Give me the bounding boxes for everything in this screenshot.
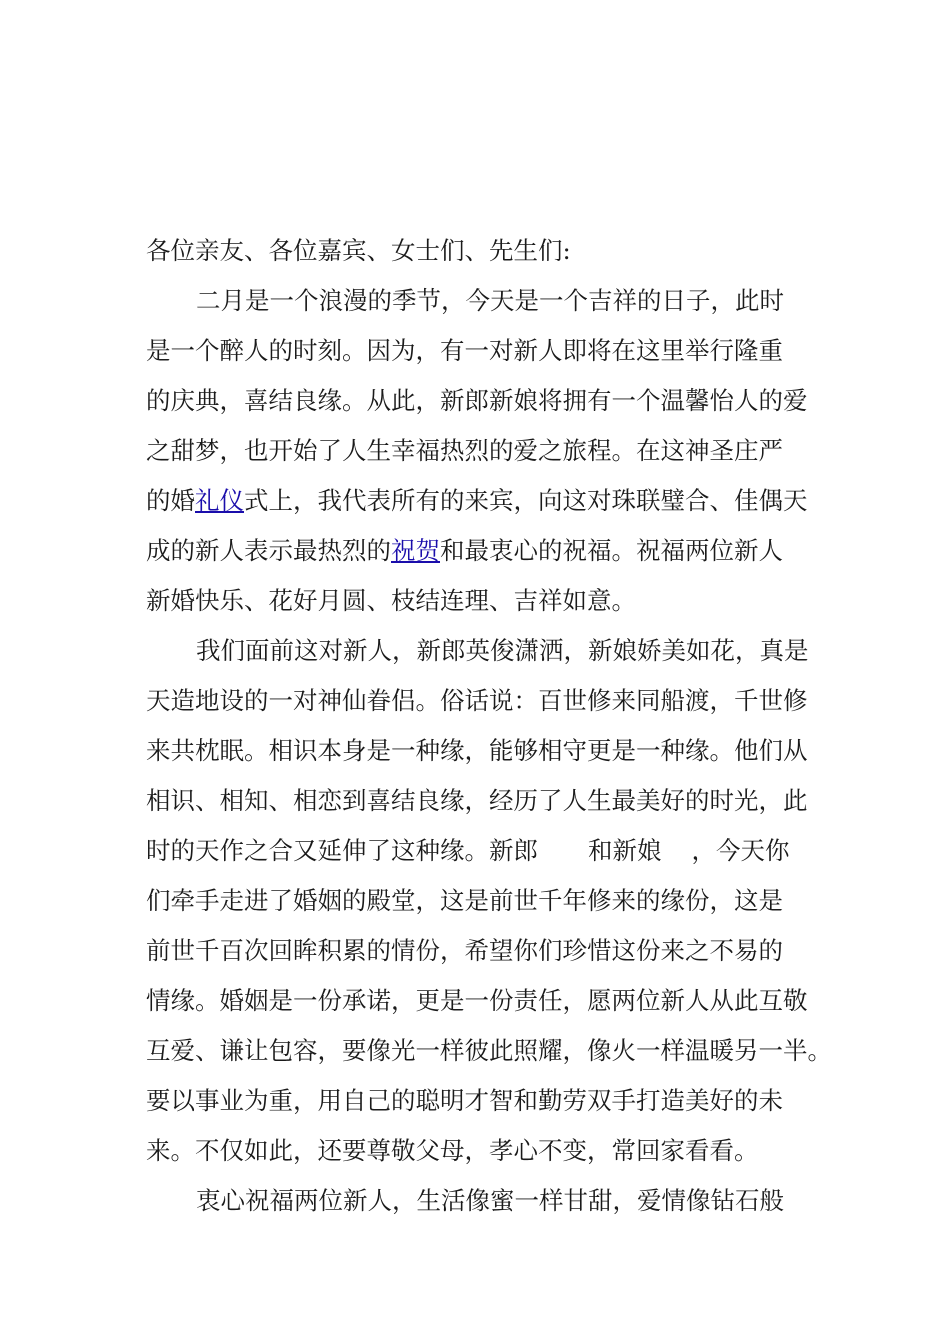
text-segment: 的婚 [146,486,195,515]
paragraph-line: 我们面前这对新人，新郎英俊潇洒，新娘娇美如花，真是 [196,636,809,665]
text-segment: 式上，我代表所有的来宾，向这对珠联璧合、佳偶天 [244,486,808,515]
paragraph-line: 新婚快乐、花好月圆、枝结连理、吉祥如意。 [146,586,636,615]
text-segment: 和最衷心的祝福。祝福两位新人 [440,536,783,565]
paragraph-line: 要以事业为重，用自己的聪明才智和勤劳双手打造美好的未 [146,1086,783,1115]
paragraph-line [146,476,814,526]
paragraph-line: 衷心祝福两位新人，生活像蜜一样甘甜，爱情像钻石般 [196,1186,784,1215]
document-body [146,226,832,1226]
text-segment: 和新娘 [588,836,662,865]
paragraph-blessing [146,1176,814,1226]
paragraph-line: 来共枕眠。相识本身是一种缘，能够相守更是一种缘。他们从 [146,736,808,765]
paragraph-line [146,826,814,876]
text-segment: 成的新人表示最热烈的 [146,536,391,565]
paragraph-line: 互爱、谦让包容，要像光一样彼此照耀，像火一样温暖另一半。 [146,1036,832,1065]
paragraph-couple [146,626,832,1176]
link-congratulations[interactable]: 祝贺 [391,536,440,565]
link-ceremony[interactable]: 礼仪 [195,486,244,515]
paragraph-line: 的庆典，喜结良缘。从此，新郎新娘将拥有一个温馨怡人的爱 [146,386,808,415]
paragraph-line [146,526,814,576]
text-segment: 时的天作之合又延伸了这种缘。新郎 [146,836,538,865]
paragraph-line: 来。不仅如此，还要尊敬父母，孝心不变，常回家看看。 [146,1136,759,1165]
salutation: 各位亲友、各位嘉宾、女士们、先生们: [146,236,571,265]
paragraph-line: 前世千百次回眸积累的情份，希望你们珍惜这份来之不易的 [146,936,783,965]
paragraph-line: 情缘。婚姻是一份承诺，更是一份责任，愿两位新人从此互敬 [146,986,808,1015]
paragraph-line: 是一个醉人的时刻。因为，有一对新人即将在这里举行隆重 [146,336,783,365]
paragraph-opening [146,276,814,626]
paragraph-line: 相识、相知、相恋到喜结良缘，经历了人生最美好的时光，此 [146,786,808,815]
paragraph-line: 二月是一个浪漫的季节，今天是一个吉祥的日子，此时 [196,286,784,315]
paragraph-line: 们牵手走进了婚姻的殿堂，这是前世千年修来的缘份，这是 [146,886,783,915]
paragraph-line: 之甜梦，也开始了人生幸福热烈的爱之旅程。在这神圣庄严 [146,436,783,465]
paragraph-line: 天造地设的一对神仙眷侣。俗话说：百世修来同船渡，千世修 [146,686,808,715]
text-segment: ，今天你 [691,836,790,865]
